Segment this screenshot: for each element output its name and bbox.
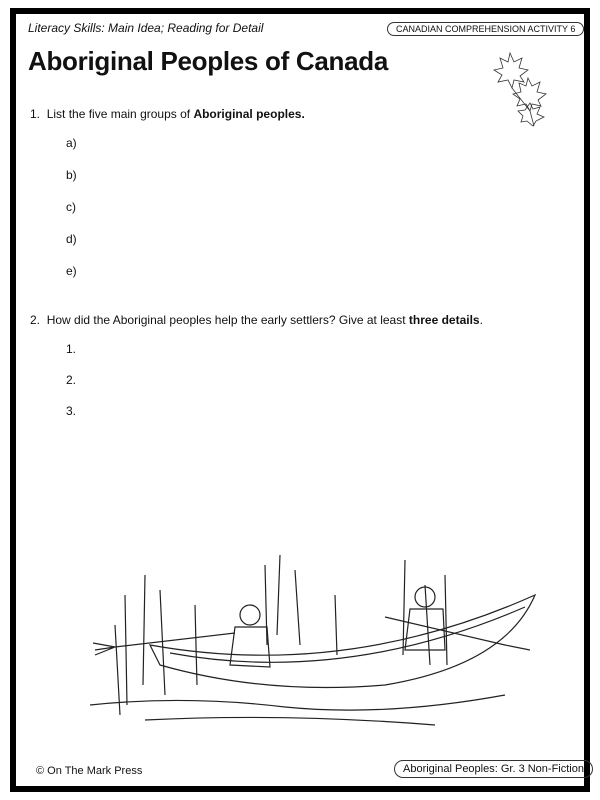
answer-label-2: 2. bbox=[66, 373, 77, 387]
book-badge: Aboriginal Peoples: Gr. 3 Non-Fiction bbox=[394, 760, 593, 778]
answer-label-a: a) bbox=[66, 136, 77, 150]
activity-badge: CANADIAN COMPREHENSION ACTIVITY 6 bbox=[387, 22, 584, 36]
answer-label-3: 3. bbox=[66, 404, 77, 418]
question-1-number: 1. bbox=[30, 107, 41, 121]
copyright-text: © On The Mark Press bbox=[36, 765, 143, 777]
question-2-number: 2. bbox=[30, 313, 41, 327]
question-1-bold: Aboriginal peoples. bbox=[193, 107, 305, 121]
question-2-bold: three details bbox=[408, 313, 480, 327]
question-1 bbox=[30, 107, 305, 121]
canoe-illustration bbox=[85, 535, 555, 735]
answer-label-e: e) bbox=[66, 264, 77, 278]
answer-label-b: b) bbox=[66, 168, 77, 182]
question-1-text: List the five main groups of bbox=[46, 107, 194, 121]
question-2-end: . bbox=[479, 313, 483, 327]
answer-label-c: c) bbox=[66, 200, 76, 214]
answer-label-1: 1. bbox=[66, 342, 77, 356]
question-2-text: How did the Aboriginal peoples help the early settlers? Give at least bbox=[46, 313, 409, 327]
maple-leaves-icon bbox=[490, 48, 560, 128]
subtitle: Literacy Skills: Main Idea; Reading for Detail bbox=[28, 21, 264, 35]
question-2 bbox=[30, 313, 483, 327]
answer-label-d: d) bbox=[66, 232, 77, 246]
page-title: Aboriginal Peoples of Canada bbox=[28, 46, 388, 76]
